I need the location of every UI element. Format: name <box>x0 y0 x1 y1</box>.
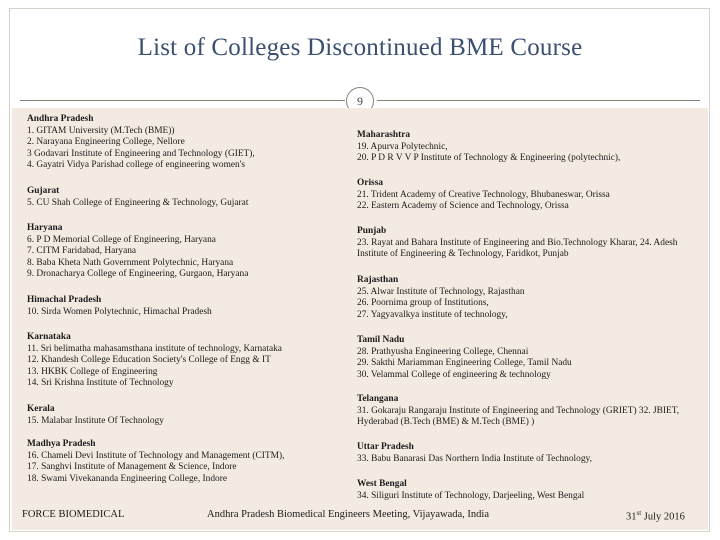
divider-right <box>377 100 700 101</box>
college-item: 19. Apurva Polytechnic, <box>357 141 448 152</box>
college-item: 23. Rayat and Bahara Institute of Engineering and Bio.Technology Kharar, 24. Adesh Institute of Engineering & Technology, Faridkot, Punjab <box>357 237 678 259</box>
divider-left <box>20 100 345 101</box>
state-block-haryana <box>27 223 248 281</box>
state-heading: Haryana <box>27 223 63 233</box>
state-heading: Rajasthan <box>357 275 399 285</box>
state-block-telangana <box>357 394 702 429</box>
state-block-karnataka <box>27 332 282 390</box>
footer-date-suffix: st <box>636 509 642 517</box>
college-item: 12. Khandesh College Education Society's College of Engg & IT <box>27 355 271 365</box>
college-item: 28. Prathyusha Engineering College, Chennai <box>357 346 529 357</box>
slide-title: List of Colleges Discontinued BME Course <box>137 34 583 61</box>
state-block-gujarat <box>27 186 248 209</box>
footer-date-rest: July 2016 <box>641 511 685 523</box>
page-number: 9 <box>346 87 374 115</box>
college-item: 8. Baba Kheta Nath Government Polytechnic, Haryana <box>27 257 234 268</box>
college-item: 27. Yagyavalkya institute of technology, <box>357 309 508 320</box>
state-heading: Telangana <box>357 394 399 404</box>
college-item: 14. Sri Krishna Institute of Technology <box>27 378 174 388</box>
college-item: 17. Sanghvi Institute of Management & Science, Indore <box>27 462 237 472</box>
footer-date-day: 31 <box>626 511 637 523</box>
state-block-rajasthan <box>357 275 525 321</box>
state-block-maharashtra <box>357 130 620 165</box>
state-block-madhya-pradesh <box>27 439 284 485</box>
footer-event: Andhra Pradesh Biomedical Engineers Meeting, Vijayawada, India <box>207 509 490 520</box>
college-item: 4. Gayatri Vidya Parishad college of engineering women's <box>27 160 246 170</box>
state-heading: Punjab <box>357 226 387 236</box>
footer-organization: FORCE BIOMEDICAL <box>22 509 125 520</box>
state-block-kerala <box>27 404 164 427</box>
college-item: 5. CU Shah College of Engineering & Technology, Gujarat <box>27 197 249 208</box>
college-item: 1. GITAM University (M.Tech (BME)) <box>27 125 175 136</box>
college-item: 18. Swami Vivekananda Engineering College, Indore <box>27 473 227 484</box>
college-item: 25. Alwar Institute of Technology, Rajasthan <box>357 286 525 297</box>
college-item: 13. HKBK College of Engineering <box>27 366 158 377</box>
footer-date <box>626 509 685 523</box>
college-item: 16. Chameli Devi Institute of Technology and Management (CITM), <box>27 450 285 461</box>
state-heading: Himachal Pradesh <box>27 295 102 305</box>
state-block-tamil-nadu <box>357 335 572 381</box>
state-heading: Uttar Pradesh <box>357 442 414 452</box>
state-block-punjab <box>357 226 702 261</box>
state-heading: Madhya Pradesh <box>27 439 96 449</box>
college-item: 7. CITM Faridabad, Haryana <box>27 246 137 256</box>
state-heading: Tamil Nadu <box>357 335 405 345</box>
state-heading: Maharashtra <box>357 130 411 140</box>
college-item: 29. Sakthi Mariamman Engineering College, Tamil Nadu <box>357 358 572 368</box>
college-item: 10. Sirda Women Polytechnic, Himachal Pradesh <box>27 306 212 317</box>
college-item: 33. Babu Banarasi Das Northern India Institute of Technology, <box>357 453 592 464</box>
state-block-andhra-pradesh <box>27 114 255 172</box>
state-heading: West Bengal <box>357 479 407 489</box>
state-heading: Andhra Pradesh <box>27 114 94 124</box>
college-item: 31. Gokaraju Rangaraju Institute of Engineering and Technology (GRIET) 32. JBIET, Hyderabad (B.Tech (BME) & M.Tech (BME) ) <box>357 405 680 427</box>
state-block-himachal-pradesh <box>27 295 212 318</box>
state-heading: Gujarat <box>27 186 60 196</box>
college-item: 3 Godavari Institute of Engineering and Technology (GIET), <box>27 148 255 159</box>
college-item: 22. Eastern Academy of Science and Technology, Orissa <box>357 201 569 211</box>
college-item: 21. Trident Academy of Creative Technology, Bhubaneswar, Orissa <box>357 189 610 200</box>
state-block-orissa <box>357 178 610 213</box>
state-block-uttar-pradesh <box>357 442 592 465</box>
state-heading: Orissa <box>357 178 384 188</box>
college-item: 11. Sri belimatha mahasamsthana institute of technology, Karnataka <box>27 343 282 354</box>
state-heading: Karnataka <box>27 332 71 342</box>
college-item: 20. P D R V V P Institute of Technology & Engineering (polytechnic), <box>357 153 621 163</box>
state-heading: Kerala <box>27 404 55 414</box>
college-item: 6. P D Memorial College of Engineering, Haryana <box>27 234 216 245</box>
college-item: 15. Malabar Institute Of Technology <box>27 415 164 426</box>
college-item: 26. Poornima group of Institutions, <box>357 298 489 308</box>
college-item: 30. Velammal College of engineering & technology <box>357 369 551 380</box>
college-item: 34. Siliguri Institute of Technology, Darjeeling, West Bengal <box>357 490 585 501</box>
state-block-west-bengal <box>357 479 584 502</box>
college-list-panel <box>12 108 708 530</box>
college-item: 9. Dronacharya College of Engineering, Gurgaon, Haryana <box>27 269 249 279</box>
college-item: 2. Narayana Engineering College, Nellore <box>27 137 185 147</box>
